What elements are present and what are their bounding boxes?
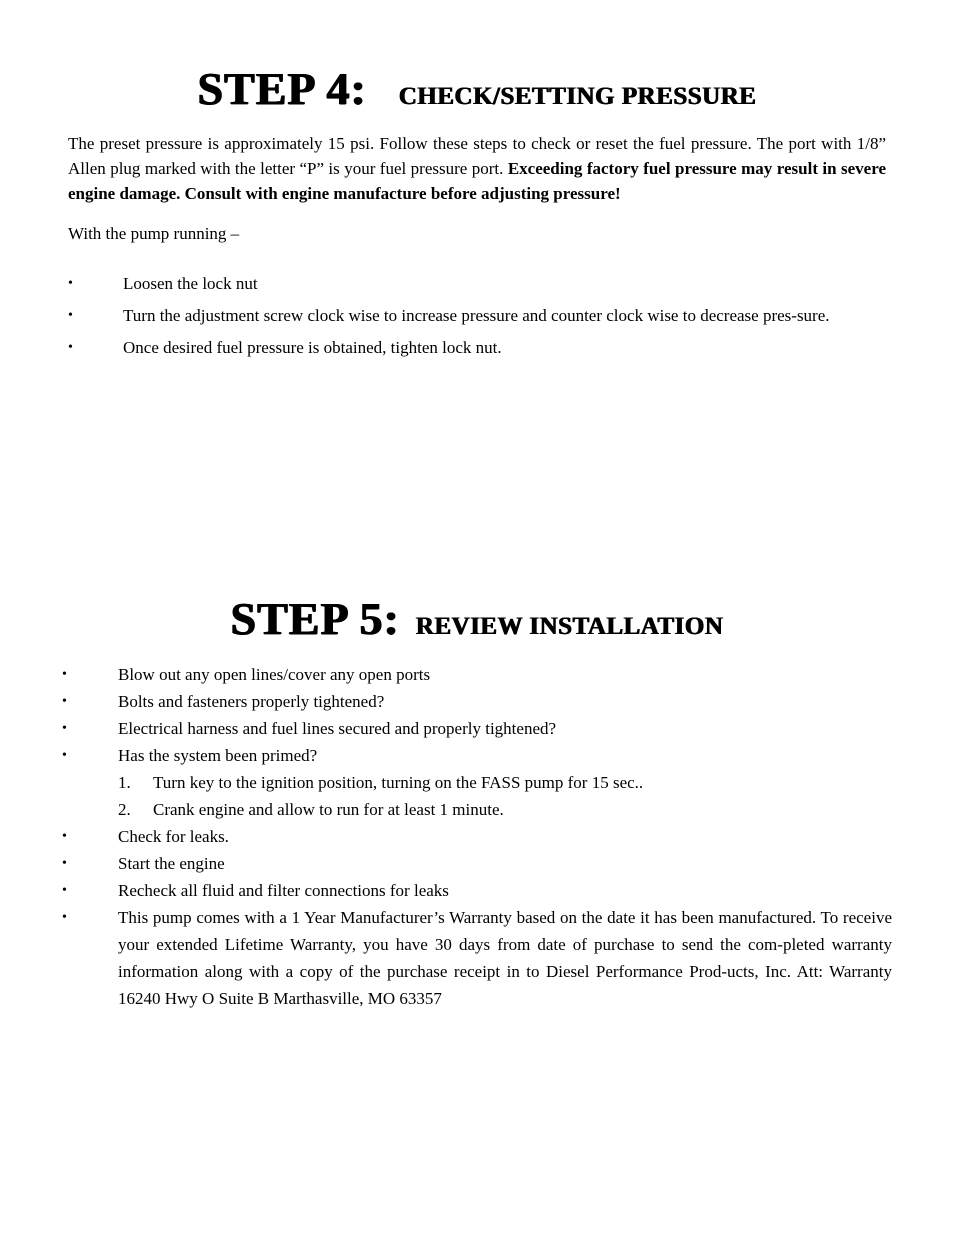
list-item: • Once desired fuel pressure is obtained, tighten lock nut.	[68, 332, 886, 364]
list-item: • Start the engine	[62, 850, 892, 877]
step5-heading	[0, 592, 954, 645]
bullet-icon: •	[62, 829, 67, 844]
step4-heading	[0, 62, 954, 115]
list-item: • Electrical harness and fuel lines secured and properly tightened?	[62, 715, 892, 742]
step4-running-label: With the pump running –	[68, 224, 240, 243]
numbered-item: 2. Crank engine and allow to run for at least 1 minute.	[118, 800, 504, 819]
list-item: • Loosen the lock nut	[68, 268, 886, 300]
step5-bullet-list	[62, 661, 892, 1012]
step4-bullet-list	[68, 268, 886, 364]
bullet-icon: •	[62, 910, 67, 925]
bullet-icon: •	[62, 856, 67, 871]
warranty-item: • This pump comes with a 1 Year Manufacturer’s Warranty based on the date it has been manufactured. To receive your extended Lifetime Warranty, you have 30 days from date of purchase to send the com-pleted warranty information along with a copy of the purchase receipt in to Diesel Performance Prod-ucts, Inc. Att: Warranty 16240 Hwy O Suite B Marthasville, MO 63357	[62, 904, 892, 1012]
list-item: • Turn the adjustment screw clock wise to increase pressure and counter clock wise to decrease pres-sure.	[68, 300, 886, 332]
bullet-icon: •	[62, 667, 67, 682]
step4-title-text: CHECK/SETTING PRESSURE	[398, 83, 757, 110]
step4-title-number: STEP 4:	[197, 63, 367, 114]
bullet-icon: •	[62, 694, 67, 709]
bullet-icon: •	[62, 748, 67, 763]
bullet-icon: •	[68, 340, 73, 355]
bullet-icon: •	[68, 308, 73, 323]
step5-title-number: STEP 5:	[230, 593, 400, 644]
priming-steps-list	[118, 769, 892, 823]
list-item: • Has the system been primed? 1. Turn key to the ignition position, turning on the FASS pump for 15 sec.. 2. Crank engine and allow to run for at least 1 minute.	[62, 742, 892, 823]
list-item: • Bolts and fasteners properly tightened?	[62, 688, 892, 715]
bullet-icon: •	[62, 721, 67, 736]
step4-intro-paragraph	[68, 131, 886, 206]
step4-intro-text: The preset pressure is approximately 15 psi. Follow these steps to check or reset the fuel pressure. The port with 1/8” Allen plug marked with the letter “P” is your fuel pressure port.	[68, 134, 886, 178]
bullet-icon: •	[62, 883, 67, 898]
step5-title-text: REVIEW INSTALLATION	[415, 613, 724, 640]
bullet-icon: •	[68, 276, 73, 291]
step4-warning-text: Exceeding factory fuel pressure may result in severe engine damage. Consult with engine manufacture before adjusting pressure!	[68, 159, 887, 203]
numbered-item: 1. Turn key to the ignition position, turning on the FASS pump for 15 sec..	[118, 773, 644, 792]
list-item: • Recheck all fluid and filter connections for leaks	[62, 877, 892, 904]
list-item: • Check for leaks.	[62, 823, 892, 850]
list-item: • Blow out any open lines/cover any open ports	[62, 661, 892, 688]
